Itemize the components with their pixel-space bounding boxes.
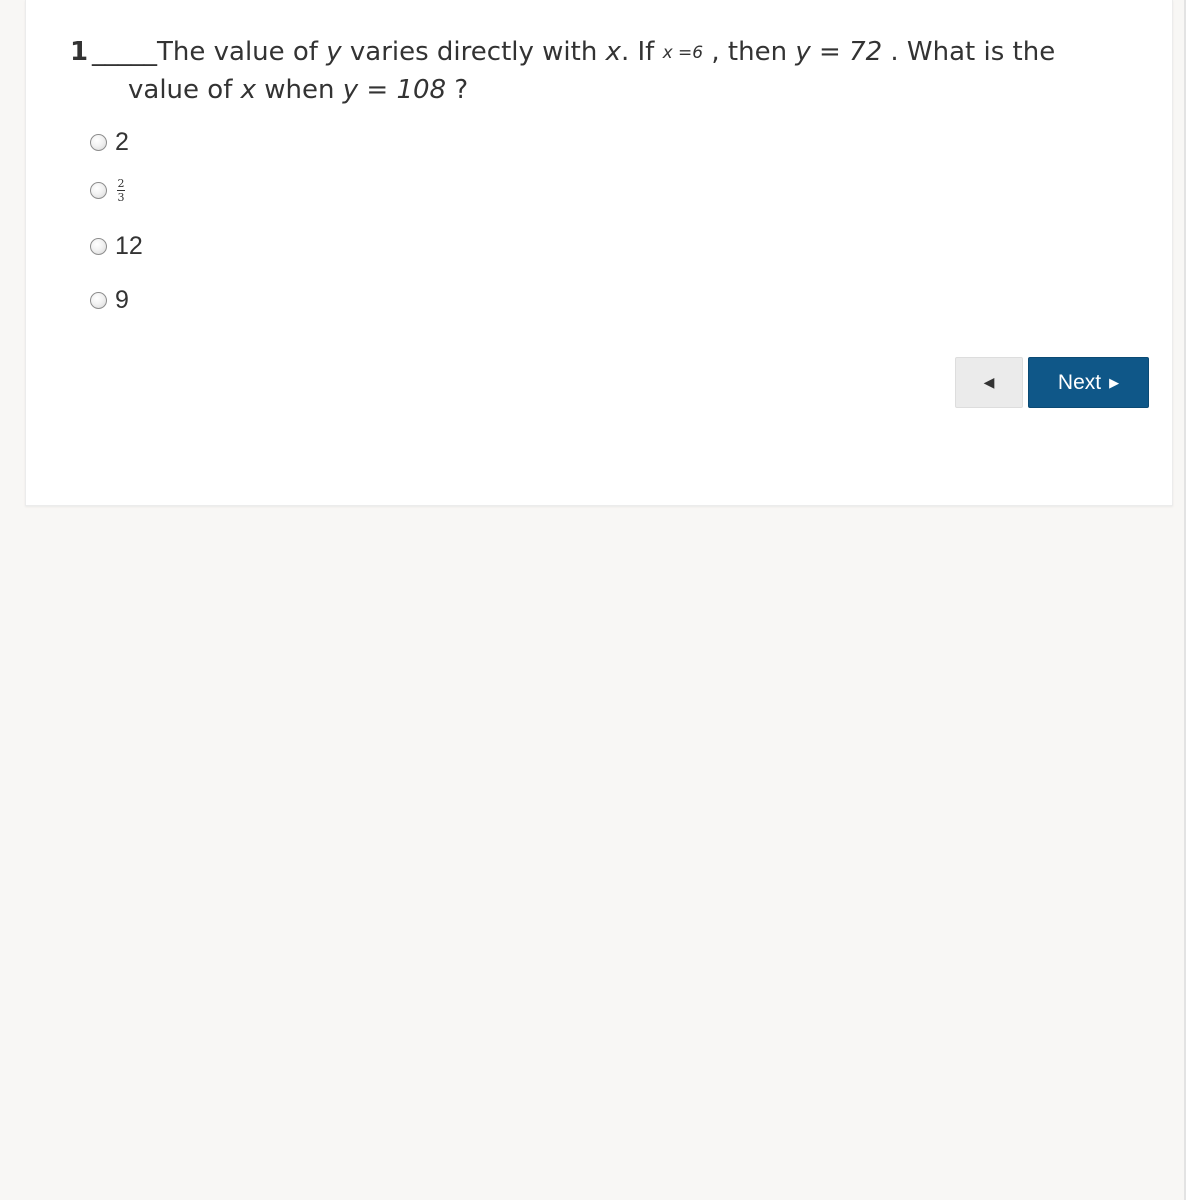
fraction bbox=[117, 178, 125, 203]
previous-arrow-icon: ◀ bbox=[983, 374, 995, 390]
fraction-numerator: 2 bbox=[117, 177, 125, 190]
equals-sign: = bbox=[358, 75, 397, 105]
given-x-equation: x =6 bbox=[662, 43, 704, 63]
target-y-value: 108 bbox=[396, 75, 447, 105]
radio-button[interactable] bbox=[90, 134, 107, 151]
question-card bbox=[25, 0, 1173, 506]
question-segment: when bbox=[256, 75, 343, 105]
equals-sign: = bbox=[810, 37, 850, 67]
choice-label: 12 bbox=[115, 232, 143, 260]
scrollbar-track[interactable] bbox=[1184, 0, 1200, 1200]
choice-option-2[interactable] bbox=[90, 178, 125, 203]
question-segment: ? bbox=[446, 75, 469, 105]
variable-y: y bbox=[795, 37, 811, 67]
question-number: 1 bbox=[70, 37, 89, 67]
variable-x: x bbox=[605, 37, 621, 67]
next-button[interactable] bbox=[1028, 357, 1149, 408]
choice-option-3[interactable] bbox=[90, 232, 143, 261]
answer-blank: _____ bbox=[92, 37, 157, 67]
variable-x: x bbox=[240, 75, 256, 105]
question-segment: , then bbox=[703, 37, 796, 67]
question-segment: varies directly with bbox=[341, 37, 606, 67]
question-line-2 bbox=[70, 72, 1140, 109]
given-y-value: 72 bbox=[849, 37, 883, 67]
question-segment: value of bbox=[128, 75, 241, 105]
previous-button[interactable] bbox=[955, 357, 1023, 408]
next-button-label: Next bbox=[1057, 370, 1102, 394]
next-arrow-icon: ▶ bbox=[1109, 374, 1120, 390]
question-segment: . If bbox=[620, 37, 663, 67]
radio-button[interactable] bbox=[90, 238, 107, 255]
variable-y: y bbox=[326, 37, 342, 67]
question-segment: . What is the bbox=[882, 37, 1056, 67]
choice-option-4[interactable] bbox=[90, 286, 129, 315]
radio-button[interactable] bbox=[90, 292, 107, 309]
question-segment: The value of bbox=[157, 37, 327, 67]
choice-label: 9 bbox=[115, 286, 129, 314]
variable-y: y bbox=[342, 75, 359, 105]
fraction-denominator: 3 bbox=[117, 191, 125, 204]
choice-label: 2 bbox=[115, 128, 129, 156]
choice-option-1[interactable] bbox=[90, 128, 129, 157]
question-text bbox=[70, 34, 1140, 109]
radio-button[interactable] bbox=[90, 182, 107, 199]
